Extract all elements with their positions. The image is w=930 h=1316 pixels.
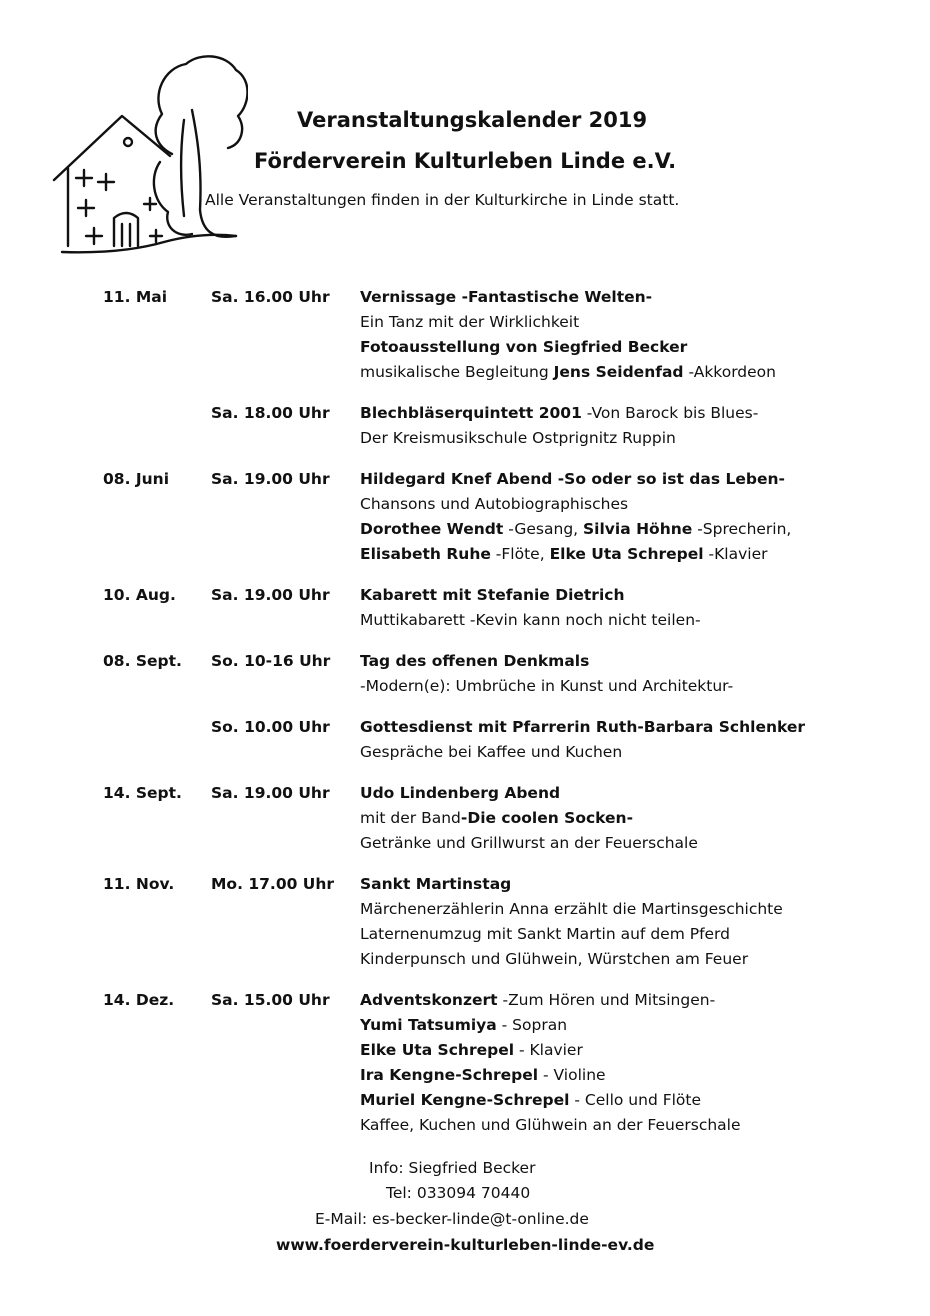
event-description-line <box>360 743 622 761</box>
event-text-bold: Udo Lindenberg Abend <box>360 784 561 802</box>
event-text: mit der Band <box>360 809 461 827</box>
event-date: 14. Dez. <box>103 991 175 1009</box>
event-description-line <box>360 834 698 852</box>
event-text-bold: Fotoausstellung von Siegfried Becker <box>360 338 688 356</box>
event-text: Muttikabarett -Kevin kann noch nicht teilen- <box>360 611 701 629</box>
contact-email[interactable]: E-Mail: es-becker-linde@t-online.de <box>315 1210 589 1228</box>
event-text-bold: Sankt Martinstag <box>360 875 512 893</box>
event-description-line <box>360 1041 583 1059</box>
event-description-line <box>360 809 633 827</box>
event-description-line <box>360 1066 606 1084</box>
event-text: -Modern(e): Umbrüche in Kunst und Architektur- <box>360 677 734 695</box>
event-description-line <box>360 545 768 563</box>
website-link[interactable]: www.foerderverein-kulturleben-linde-ev.de <box>276 1236 655 1254</box>
event-description-line <box>360 288 652 306</box>
event-text-bold: Elisabeth Ruhe <box>360 545 491 563</box>
event-time: So. 10.00 Uhr <box>211 718 330 736</box>
event-time: Mo. 17.00 Uhr <box>211 875 335 893</box>
event-time: Sa. 19.00 Uhr <box>211 470 330 488</box>
event-description-line <box>360 429 676 447</box>
event-description-line <box>360 925 730 943</box>
event-text-bold: Jens Seidenfad <box>553 363 684 381</box>
event-time: Sa. 15.00 Uhr <box>211 991 330 1009</box>
event-time: So. 10-16 Uhr <box>211 652 331 670</box>
event-text: -Flöte, <box>490 545 550 563</box>
event-description-line <box>360 495 628 513</box>
event-description-line <box>360 611 701 629</box>
event-text-bold: Tag des offenen Denkmals <box>360 652 590 670</box>
event-text: - Sopran <box>496 1016 568 1034</box>
event-time: Sa. 18.00 Uhr <box>211 404 330 422</box>
event-text-bold: Dorothee Wendt <box>360 520 504 538</box>
event-description-line <box>360 991 715 1009</box>
event-date: 11. Mai <box>103 288 168 306</box>
event-description-line <box>360 1116 741 1134</box>
event-date: 08. Sept. <box>103 652 182 670</box>
event-text-bold: Vernissage -Fantastische Welten- <box>360 288 653 306</box>
event-text-bold: Yumi Tatsumiya <box>360 1016 497 1034</box>
event-text-bold: Elke Uta Schrepel <box>549 545 704 563</box>
event-text: -Klavier <box>703 545 768 563</box>
event-description-line <box>360 950 748 968</box>
event-description-line <box>360 652 589 670</box>
contact-info: Info: Siegfried Becker <box>369 1159 536 1177</box>
event-text: - Klavier <box>514 1041 583 1059</box>
event-text-bold: Blechbläserquintett 2001 <box>360 404 582 422</box>
event-text-bold: Kabarett mit Stefanie Dietrich <box>360 586 625 604</box>
event-text: Getränke und Grillwurst an der Feuerschale <box>360 834 698 852</box>
event-text-bold: Elke Uta Schrepel <box>360 1041 515 1059</box>
event-text: Kinderpunsch und Glühwein, Würstchen am Feuer <box>360 950 749 968</box>
contact-phone: Tel: 033094 70440 <box>386 1184 531 1202</box>
event-text: -Gesang, <box>503 520 584 538</box>
event-description-line <box>360 338 687 356</box>
event-description-line <box>360 520 791 538</box>
event-text-bold: Muriel Kengne-Schrepel <box>360 1091 570 1109</box>
event-date: 10. Aug. <box>103 586 176 604</box>
event-time: Sa. 19.00 Uhr <box>211 784 330 802</box>
event-text: Kaffee, Kuchen und Glühwein an der Feuerschale <box>360 1116 741 1134</box>
calendar-title: Veranstaltungskalender 2019 <box>297 108 648 132</box>
event-text: -Von Barock bis Blues- <box>581 404 759 422</box>
event-text-bold: -Die coolen Socken- <box>460 809 634 827</box>
event-date: 08. Juni <box>103 470 170 488</box>
event-text: Der Kreismusikschule Ostprignitz Ruppin <box>360 429 676 447</box>
event-text: Gespräche bei Kaffee und Kuchen <box>360 743 623 761</box>
event-date: 11. Nov. <box>103 875 175 893</box>
event-description-line <box>360 677 733 695</box>
event-text: - Violine <box>538 1066 606 1084</box>
event-text: - Cello und Flöte <box>569 1091 702 1109</box>
event-text: -Akkordeon <box>683 363 776 381</box>
event-description-line <box>360 718 805 736</box>
event-description-line <box>360 363 776 381</box>
event-description-line <box>360 1091 701 1109</box>
organization-name: Förderverein Kulturleben Linde e.V. <box>254 149 677 173</box>
event-text-bold: Silvia Höhne <box>583 520 693 538</box>
event-description-line <box>360 404 758 422</box>
event-text: Laternenumzug mit Sankt Martin auf dem Pferd <box>360 925 730 943</box>
event-description-line <box>360 1016 567 1034</box>
event-text: musikalische Begleitung <box>360 363 554 381</box>
event-description-line <box>360 875 511 893</box>
event-text-bold: Ira Kengne-Schrepel <box>360 1066 539 1084</box>
event-description-line <box>360 586 625 604</box>
event-description-line <box>360 900 783 918</box>
event-date: 14. Sept. <box>103 784 182 802</box>
event-text-bold: Hildegard Knef Abend -So oder so ist das Leben- <box>360 470 785 488</box>
event-text: Chansons und Autobiographisches <box>360 495 629 513</box>
event-text-bold: Adventskonzert <box>360 991 498 1009</box>
event-description-line <box>360 470 785 488</box>
event-time: Sa. 16.00 Uhr <box>211 288 330 306</box>
event-text-bold: Gottesdienst mit Pfarrerin Ruth-Barbara Schlenker <box>360 718 806 736</box>
event-text: Ein Tanz mit der Wirklichkeit <box>360 313 580 331</box>
event-text: -Zum Hören und Mitsingen- <box>497 991 716 1009</box>
event-time: Sa. 19.00 Uhr <box>211 586 330 604</box>
event-description-line <box>360 784 560 802</box>
event-text: -Sprecherin, <box>692 520 792 538</box>
venue-note: Alle Veranstaltungen finden in der Kulturkirche in Linde statt. <box>205 191 680 209</box>
event-text: Märchenerzählerin Anna erzählt die Martinsgeschichte <box>360 900 783 918</box>
event-description-line <box>360 313 579 331</box>
